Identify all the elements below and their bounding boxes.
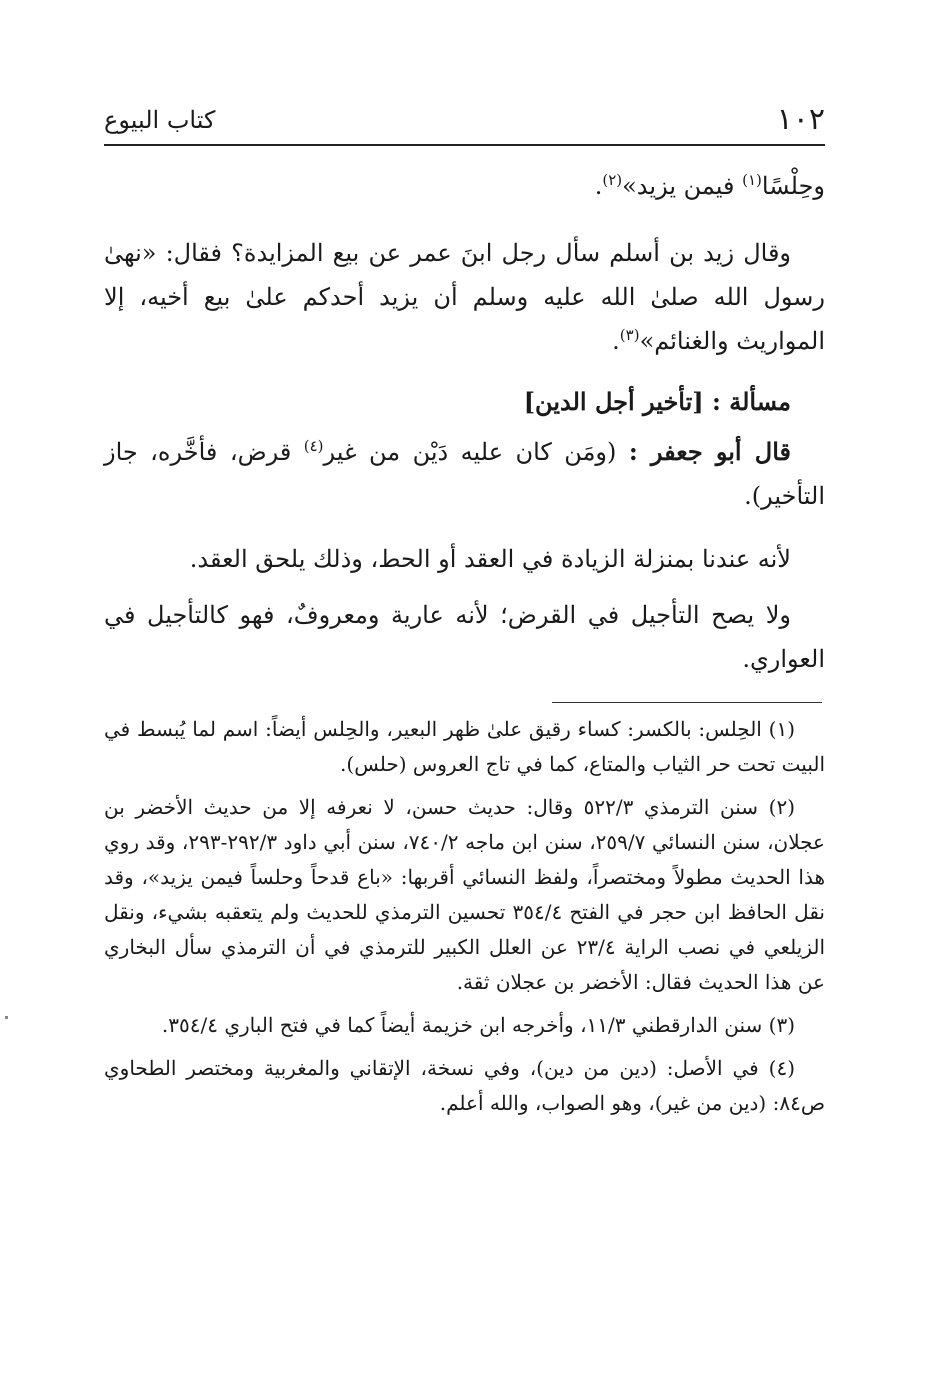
zaid-paragraph	[104, 231, 825, 363]
page-header	[104, 100, 825, 146]
abu-jafar-text-1: (ومَن كان عليه دَيْن من غير	[323, 438, 629, 466]
continuation-end: .	[594, 172, 603, 200]
page-number: ١٠٢	[776, 102, 825, 137]
margin-speck	[5, 1016, 8, 1019]
masala-heading	[104, 380, 825, 424]
footnote-ref-1[interactable]: (١)	[742, 171, 762, 189]
masala-title: [تأخير أجل الدين]	[523, 387, 704, 416]
footnote-4: (٤) في الأصل: (دين من دين)، وفي نسخة، الإتقاني والمغربية ومختصر الطحاوي ص٨٤: (دين من غير)، وهو الصواب، والله أعلم.	[104, 1056, 825, 1115]
footnote-1: (١) الحِلس: بالكسر: كساء رقيق علىٰ ظهر البعير، والحِلس أيضاً: اسم لما يُبسط في البيت تحت حر الثياب والمتاع، كما في تاج العروس (حلس).	[104, 717, 825, 776]
zaid-end: .	[612, 327, 620, 355]
continuation-word: وحِلْسًا	[761, 172, 825, 200]
reason-text: لأنه عندنا بمنزلة الزيادة في العقد أو الحط، وذلك يلحق العقد.	[189, 545, 791, 573]
abu-jafar-paragraph	[104, 430, 825, 518]
reason-paragraph	[104, 537, 825, 581]
footnote-separator	[552, 702, 822, 703]
zaid-text: وقال زيد بن أسلم سأل رجل ابنَ عمر عن بيع المزايدة؟ فقال: «نهىٰ رسول الله صلىٰ الله عليه وسلم أن يزيد أحدكم علىٰ بيع أخيه، إلا المواريث والغنائم»	[104, 239, 825, 355]
footnote-ref-3[interactable]: (٣)	[619, 326, 640, 344]
qard-paragraph	[104, 593, 825, 681]
footnote-2: (٢) سنن الترمذي ٥٢٢/٣ وقال: حديث حسن، لا نعرفه إلا من حديث الأخضر بن عجلان، سنن النسائي ٢٥٩/٧، سنن ابن ماجه ٧٤٠/٢، سنن أبي داود ٢٩٢/٣-٢٩٣، وقد روي هذا الحديث مطولاً ومختصراً، ولفظ النسائي أقربها: «باع قدحاً وحلساً فيمن يزيد»، وقد نقل الحافظ ابن حجر في الفتح ٣٥٤/٤ تحسين الترمذي للحديث ولم يتعقبه بشيء، ونقل الزيلعي في نصب الراية ٢٣/٤ عن العلل الكبير للترمذي في أن الترمذي سأل البخاري عن هذا الحديث فقال: الأخضر بن عجلان ثقة.	[104, 795, 826, 994]
qard-text: ولا يصح التأجيل في القرض؛ لأنه عارية ومعروفٌ، فهو كالتأجيل في العواري.	[104, 601, 825, 673]
masala-label: مسألة :	[712, 387, 791, 416]
abu-jafar-label: قال أبو جعفر :	[628, 437, 791, 466]
footnotes-section	[104, 712, 825, 1129]
continuation-line	[104, 164, 825, 208]
footnote-3: (٣) سنن الدارقطني ١١/٣، وأخرجه ابن خزيمة أيضاً كما في فتح الباري ٣٥٤/٤.	[161, 1013, 795, 1037]
footnote-ref-2[interactable]: (٢)	[602, 171, 623, 189]
abu-jafar-text-2: قرض، فأخَّره، جاز التأخير).	[104, 438, 825, 510]
running-title: كتاب البيوع	[104, 106, 216, 134]
continuation-rest: فيمن يزيد»	[622, 172, 743, 200]
footnote-ref-4[interactable]: (٤)	[303, 437, 324, 455]
